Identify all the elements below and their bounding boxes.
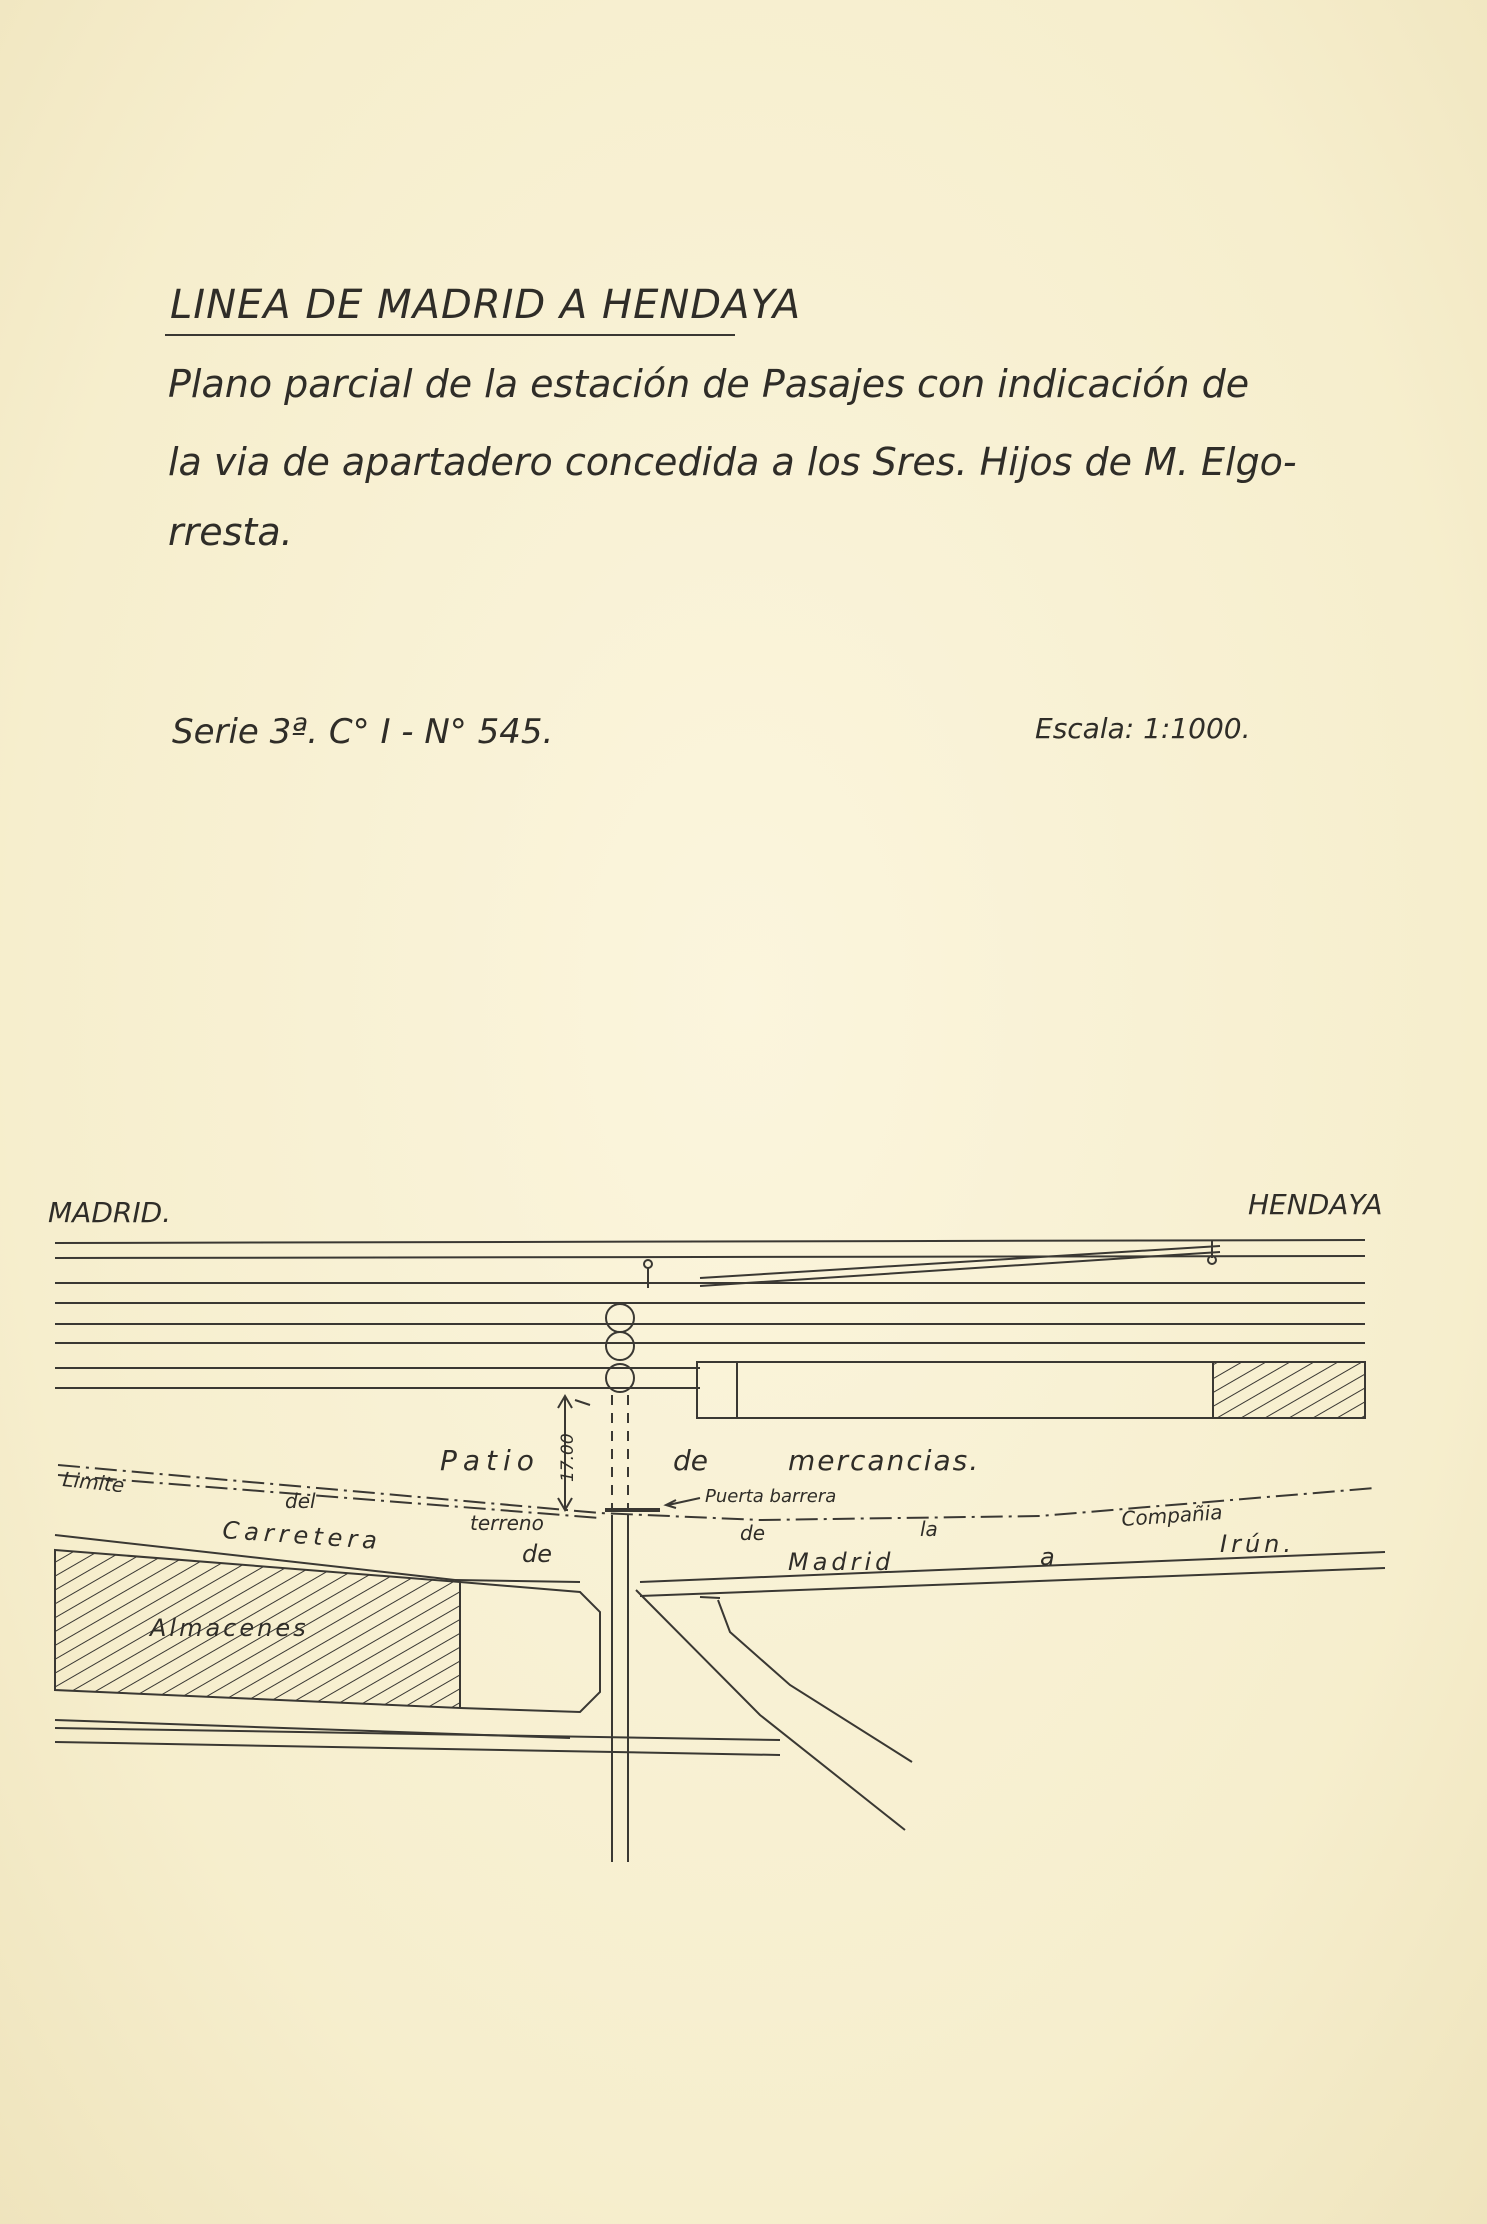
description-line-1: Plano parcial de la estación de Pasajes con indicación de — [168, 362, 1250, 406]
label-road-madrid: Madrid — [788, 1548, 895, 1576]
dimension-value: 17.00 — [558, 1433, 578, 1482]
siding-access-lines — [612, 1395, 628, 1508]
description-line-2: la via de apartadero concedida a los Sres. Hijos de M. Elgo- — [168, 440, 1297, 484]
railway-tracks — [55, 1240, 1365, 1388]
label-gate: Puerta barrera — [705, 1486, 837, 1507]
series-number: Serie 3ª. C° I - N° 545. — [172, 712, 554, 752]
label-almacenes: Almacenes — [150, 1614, 309, 1642]
label-road-a: a — [1040, 1543, 1055, 1571]
label-la: la — [920, 1517, 938, 1541]
description-line-3: rresta. — [168, 510, 293, 554]
label-madrid: MADRID. — [48, 1196, 172, 1229]
label-hendaya: HENDAYA — [1248, 1188, 1383, 1221]
label-limite: Limite — [61, 1467, 126, 1498]
siding-track — [644, 1240, 1220, 1288]
label-mercancias: mercancias. — [788, 1444, 981, 1477]
warehouse-block — [55, 1550, 600, 1712]
label-del: del — [285, 1489, 316, 1513]
road-junction — [636, 1590, 912, 1830]
label-limite-de: de — [740, 1521, 765, 1545]
label-road-de: de — [522, 1540, 552, 1568]
label-patio-de: de — [673, 1444, 708, 1477]
label-irun: Irún. — [1220, 1530, 1295, 1558]
label-carretera: Carretera — [221, 1516, 383, 1556]
label-patio: Patio — [440, 1444, 540, 1477]
hatched-platform — [1213, 1362, 1365, 1418]
label-compania: Compañia — [1120, 1499, 1224, 1531]
turntables — [606, 1304, 634, 1392]
document-title: LINEA DE MADRID A HENDAYA — [170, 282, 802, 328]
scale-note: Escala: 1:1000. — [1035, 712, 1251, 745]
label-terreno: terreno — [470, 1511, 544, 1535]
